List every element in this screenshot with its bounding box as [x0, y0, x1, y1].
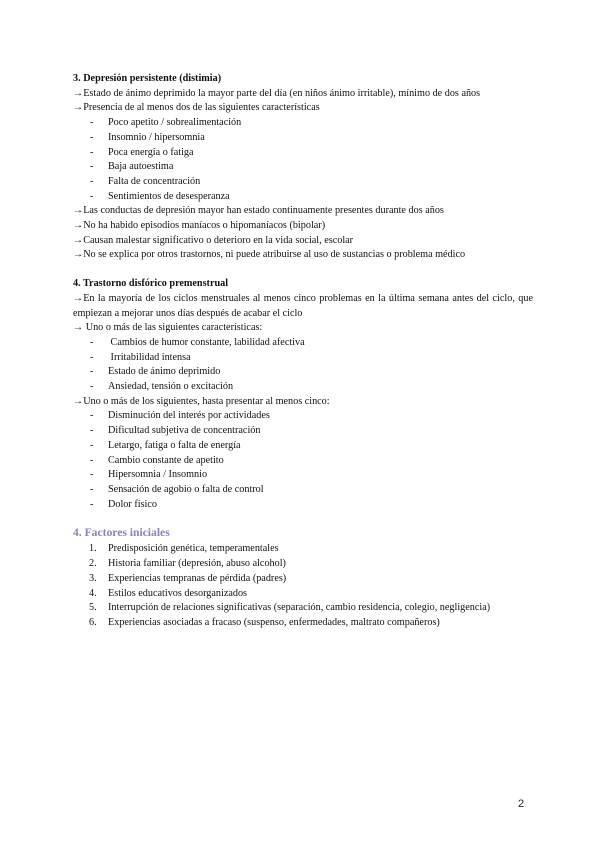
section4-heading: 4. Trastorno disfórico premenstrual [73, 278, 229, 290]
section3-line: →No se explica por otros trastornos, ni puede atribuirse al uso de sustancias o problema médico [73, 249, 466, 261]
list-item: 6. Experiencias asociadas a fracaso (suspenso, enfermedades, maltrato compañeros) [89, 616, 440, 628]
list-item: - Falta de concentración [90, 175, 201, 187]
list-item: 4. Estilos educativos desorganizados [89, 587, 248, 599]
list-item: - Ansiedad, tensión o excitación [90, 381, 234, 393]
section3-line: →Presencia de al menos dos de las siguientes características [73, 102, 320, 114]
section4-line: →Uno o más de los siguientes, hasta presentar al menos cinco: [73, 395, 330, 407]
list-item: 1. Predisposición genética, temperamentales [89, 543, 279, 555]
list-item: 5. Interrupción de relaciones significativas (separación, cambio residencia, colegio, negligencia) [89, 602, 491, 614]
list-item: - Letargo, fatiga o falta de energía [90, 439, 241, 451]
list-item: - Poco apetito / sobrealimentación [90, 117, 242, 129]
section4-line: → Uno o más de las siguientes características: [73, 322, 263, 334]
list-item: - Dolor físico [90, 498, 157, 510]
list-item: - Dificultad subjetiva de concentración [90, 425, 261, 437]
list-item: 2. Historia familiar (depresión, abuso alcohol) [89, 558, 286, 570]
list-item: - Cambios de humor constante, labilidad afectiva [90, 336, 305, 348]
list-item: 3. Experiencias tempranas de pérdida (padres) [89, 572, 287, 584]
page-number: 2 [518, 798, 525, 810]
section3-line: →Las conductas de depresión mayor han estado continuamente presentes durante dos años [73, 205, 444, 217]
section3-line: →Estado de ánimo deprimido la mayor parte del día (en niños ánimo irritable), mínimo de dos años [73, 87, 481, 99]
section3-list [73, 116, 533, 204]
factors-list [73, 542, 533, 630]
list-item: - Estado de ánimo deprimido [90, 366, 221, 378]
list-item: - Poca energía o fatiga [90, 146, 194, 158]
list-item: - Baja autoestima [90, 161, 174, 173]
list-item: - Irritabilidad intensa [90, 351, 191, 363]
section4-list-b [73, 409, 533, 512]
factors-heading: 4. Factores iniciales [73, 526, 170, 540]
section3-heading: 3. Depresión persistente (distimia) [73, 73, 222, 84]
section4-intro: →En la mayoría de los ciclos menstruales al menos cinco problemas en la última semana antes del ciclo, que empiezan a mejorar unos días después de acabar el ciclo [73, 292, 533, 319]
list-item: - Sentimientos de desesperanza [90, 190, 230, 202]
list-item: - Cambio constante de apetito [90, 454, 224, 466]
list-item: - Hipersomnia / Insomnio [90, 469, 208, 481]
document-page [73, 72, 533, 631]
list-item: - Sensación de agobio o falta de control [90, 483, 264, 495]
section3-line: →No ha habido episodios maníacos o hipomaníacos (bipolar) [73, 220, 326, 232]
section4-list-a [73, 336, 533, 395]
list-item: - Insomnio / hipersomnia [90, 131, 205, 143]
list-item: - Disminución del interés por actividades [90, 410, 270, 422]
section3-line: →Causan malestar significativo o deterioro en la vida social, escolar [73, 234, 354, 246]
